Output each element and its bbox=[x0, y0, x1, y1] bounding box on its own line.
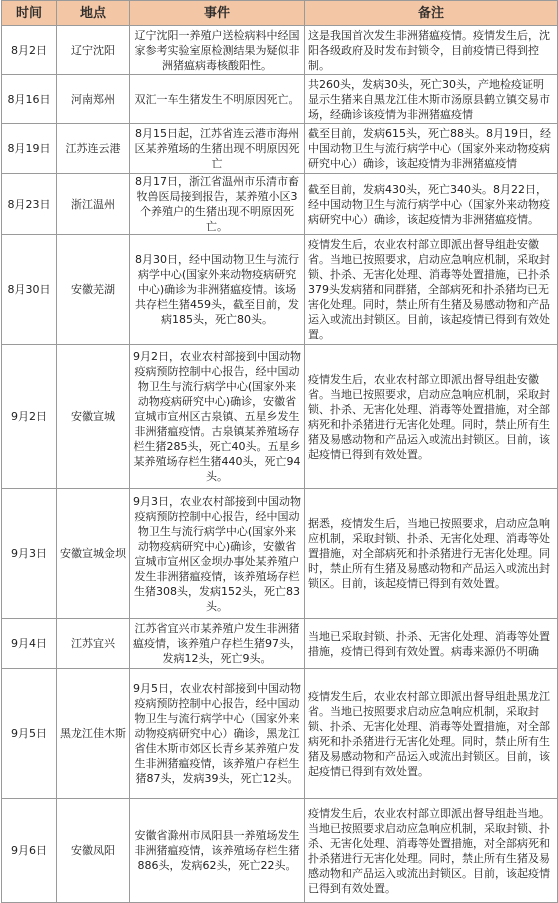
cell-place: 辽宁沈阳 bbox=[57, 26, 130, 75]
cell-place: 安徽宣城 bbox=[57, 345, 130, 489]
cell-date: 8月30日 bbox=[2, 235, 57, 345]
table-row bbox=[2, 669, 558, 799]
cell-event: 安徽省滁州市凤阳县一养殖场发生非洲猪瘟疫情，该养殖场存栏生猪886头，发病62头，死亡22头。 bbox=[130, 799, 305, 903]
cell-event: 9月3日，农业农村部接到中国动物疫病预防控制中心报告，经中国动物卫生与流行病学中心(国家外来动物疫病研究中心)确诊，安徽省宣城市宣州区金坝办事处某养殖户发生非洲猪瘟疫情，该养殖场存栏生猪308头，发病152头，死亡83头。 bbox=[130, 489, 305, 619]
outbreak-table bbox=[1, 0, 558, 903]
cell-note: 当地已采取封锁、扑杀、无害化处理、消毒等处置措施，疫情已得到有效处置。病毒来源仍不明确 bbox=[305, 619, 558, 669]
cell-date: 9月5日 bbox=[2, 669, 57, 799]
cell-date: 8月19日 bbox=[2, 124, 57, 174]
cell-event: 江苏省宜兴市某养殖户发生非洲猪瘟疫情，该养殖户存栏生猪97头，发病12头，死亡9头。 bbox=[130, 619, 305, 669]
cell-note: 截至目前，发病615头，死亡88头。8月19日，经中国动物卫生与流行病学中心（国家外来动物疫病研究中心）确诊，该起疫情为非洲猪瘟疫情 bbox=[305, 124, 558, 174]
cell-place: 安徽芜湖 bbox=[57, 235, 130, 345]
cell-event: 9月2日，农业农村部接到中国动物疫病预防控制中心报告，经中国动物卫生与流行病学中心(国家外来动物疫病研究中心)确诊，安徽省宣城市宣州区古泉镇、五星乡发生非洲猪瘟疫情。古泉镇某养殖场存栏生猪285头，死亡40头。五星乡某养殖场存栏生猪440头，死亡94头。 bbox=[130, 345, 305, 489]
header-note: 备注 bbox=[305, 1, 558, 26]
table-row bbox=[2, 799, 558, 903]
cell-note: 共260头，发病30头，死亡30头，产地检疫证明显示生猪来自黑龙江佳木斯市汤原县鹤立镇交易市场，经确诊该疫情为非洲猪瘟疫情 bbox=[305, 75, 558, 124]
cell-place: 江苏宜兴 bbox=[57, 619, 130, 669]
cell-place: 浙江温州 bbox=[57, 174, 130, 235]
cell-note: 据悉，疫情发生后，当地已按照要求，启动应急响应机制，采取封锁、扑杀、无害化处理、消毒等处置措施，对全部病死和扑杀猪进行无害化处理。同时，禁止所有生猪及易感动物和产品运入或流出封锁区。目前，该起疫情已得到有效处置。 bbox=[305, 489, 558, 619]
header-place: 地点 bbox=[57, 1, 130, 26]
table-row bbox=[2, 619, 558, 669]
cell-event: 8月17日，浙江省温州市乐清市畜牧兽医局接到报告，某养殖小区3个养殖户的生猪出现不明原因死亡。 bbox=[130, 174, 305, 235]
header-date: 时间 bbox=[2, 1, 57, 26]
cell-event: 双汇一车生猪发生不明原因死亡。 bbox=[130, 75, 305, 124]
cell-event: 8月15日起，江苏省连云港市海州区某养殖场的生猪出现不明原因死亡 bbox=[130, 124, 305, 174]
cell-date: 8月16日 bbox=[2, 75, 57, 124]
cell-event: 8月30日，经中国动物卫生与流行病学中心(国家外来动物疫病研究中心)确诊为非洲猪瘟疫情。该场共存栏生猪459头，截至目前，发病185头，死亡80头。 bbox=[130, 235, 305, 345]
cell-event: 辽宁沈阳一养殖户送检病料中经国家参考实验室原检测结果为疑似非洲猪瘟病毒核酸阳性。 bbox=[130, 26, 305, 75]
cell-date: 8月23日 bbox=[2, 174, 57, 235]
cell-date: 9月4日 bbox=[2, 619, 57, 669]
table-row bbox=[2, 489, 558, 619]
cell-date: 8月2日 bbox=[2, 26, 57, 75]
cell-place: 河南郑州 bbox=[57, 75, 130, 124]
cell-note: 这是我国首次发生非洲猪瘟疫情。疫情发生后，沈阳各级政府及时发布封锁令，目前疫情已得到控制。 bbox=[305, 26, 558, 75]
cell-date: 9月6日 bbox=[2, 799, 57, 903]
cell-place: 安徽宣城金坝 bbox=[57, 489, 130, 619]
table-row bbox=[2, 124, 558, 174]
header-row bbox=[2, 1, 558, 26]
cell-place: 安徽凤阳 bbox=[57, 799, 130, 903]
cell-note: 疫情发生后，农业农村部立即派出督导组赴当地。当地已按照要求启动应急响应机制，采取封锁、扑杀、无害化处理、消毒等处置措施，对全部病死和扑杀猪进行无害化处理。同时，禁止所有生猪及易感动物和产品运入或流出封锁区。目前，该起疫情已得到有效处置。 bbox=[305, 799, 558, 903]
table-header bbox=[2, 1, 558, 26]
cell-date: 9月2日 bbox=[2, 345, 57, 489]
cell-place: 江苏连云港 bbox=[57, 124, 130, 174]
cell-date: 9月3日 bbox=[2, 489, 57, 619]
header-event: 事件 bbox=[130, 1, 305, 26]
cell-event: 9月5日，农业农村部接到中国动物疫病预防控制中心报告，经中国动物卫生与流行病学中心（国家外来动物疫病研究中心）确诊，黑龙江省佳木斯市郊区长青乡某养殖户发生非洲猪瘟疫情，该养殖户存栏生猪87头，发病39头，死亡12头。 bbox=[130, 669, 305, 799]
cell-note: 疫情发生后，农业农村部立即派出督导组赴黑龙江省。当地已按照要求启动应急响应机制，采取封锁、扑杀、无害化处理、消毒等处置措施，对全部病死和扑杀猪进行无害化处理。同时，禁止所有生猪及易感动物和产品运入或流出封锁区。目前，该起疫情已得到有效处置。 bbox=[305, 669, 558, 799]
cell-note: 疫情发生后，农业农村部立即派出督导组赴安徽省。当地已按照要求，启动应急响应机制，采取封锁、扑杀、无害化处理、消毒等处置措施，对全部病死和扑杀猪进行无害化处理。同时，禁止所有生猪及易感动物和产品运入或流出封锁区。目前，该起疫情已得到有效处置。 bbox=[305, 345, 558, 489]
table-row bbox=[2, 345, 558, 489]
table-row bbox=[2, 235, 558, 345]
cell-note: 截至目前，发病430头，死亡340头。8月22日，经中国动物卫生与流行病学中心（国家外来动物疫病研究中心）确诊，该起疫情为非洲猪瘟疫情。 bbox=[305, 174, 558, 235]
table-row bbox=[2, 26, 558, 75]
cell-note: 疫情发生后，农业农村部立即派出督导组赴安徽省。当地已按照要求，启动应急响应机制，采取封锁、扑杀、无害化处理、消毒等处置措施，已扑杀379头发病猪和同群猪，全部病死和扑杀猪均已无害化处理。同时，禁止所有生猪及易感动物和产品运入或流出封锁区。目前，该起疫情已得到有效处置。 bbox=[305, 235, 558, 345]
cell-place: 黑龙江佳木斯 bbox=[57, 669, 130, 799]
table-row bbox=[2, 174, 558, 235]
table-body bbox=[2, 26, 558, 903]
table-row bbox=[2, 75, 558, 124]
